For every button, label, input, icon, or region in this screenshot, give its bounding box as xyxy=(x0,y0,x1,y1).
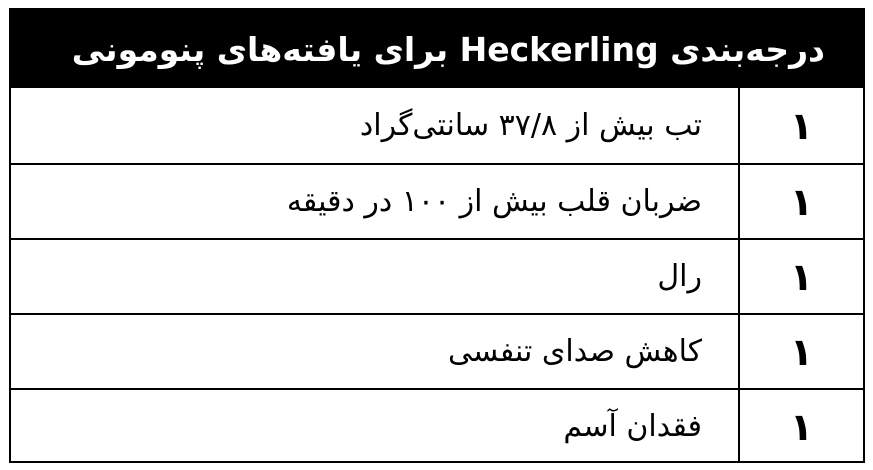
table-row xyxy=(11,388,863,463)
heckerling-table xyxy=(9,8,865,463)
score-cell: ۱ xyxy=(738,240,863,313)
table-title: درجه‌بندی Heckerling برای یافته‌های پنومونی xyxy=(11,10,863,88)
table-row xyxy=(11,238,863,313)
finding-cell: ضربان قلب بیش از ۱۰۰ در دقیقه xyxy=(286,184,702,219)
finding-cell: تب بیش از ۳۷/۸ سانتی‌گراد xyxy=(359,108,702,143)
score-cell: ۱ xyxy=(738,165,863,238)
finding-cell: رال xyxy=(657,259,702,294)
finding-cell: کاهش صدای تنفسی xyxy=(448,334,702,369)
score-cell: ۱ xyxy=(738,315,863,388)
table-row xyxy=(11,313,863,388)
table-row xyxy=(11,163,863,238)
table-row xyxy=(11,88,863,163)
score-cell: ۱ xyxy=(738,88,863,163)
score-cell: ۱ xyxy=(738,390,863,463)
finding-cell: فقدان آسم xyxy=(563,409,702,444)
